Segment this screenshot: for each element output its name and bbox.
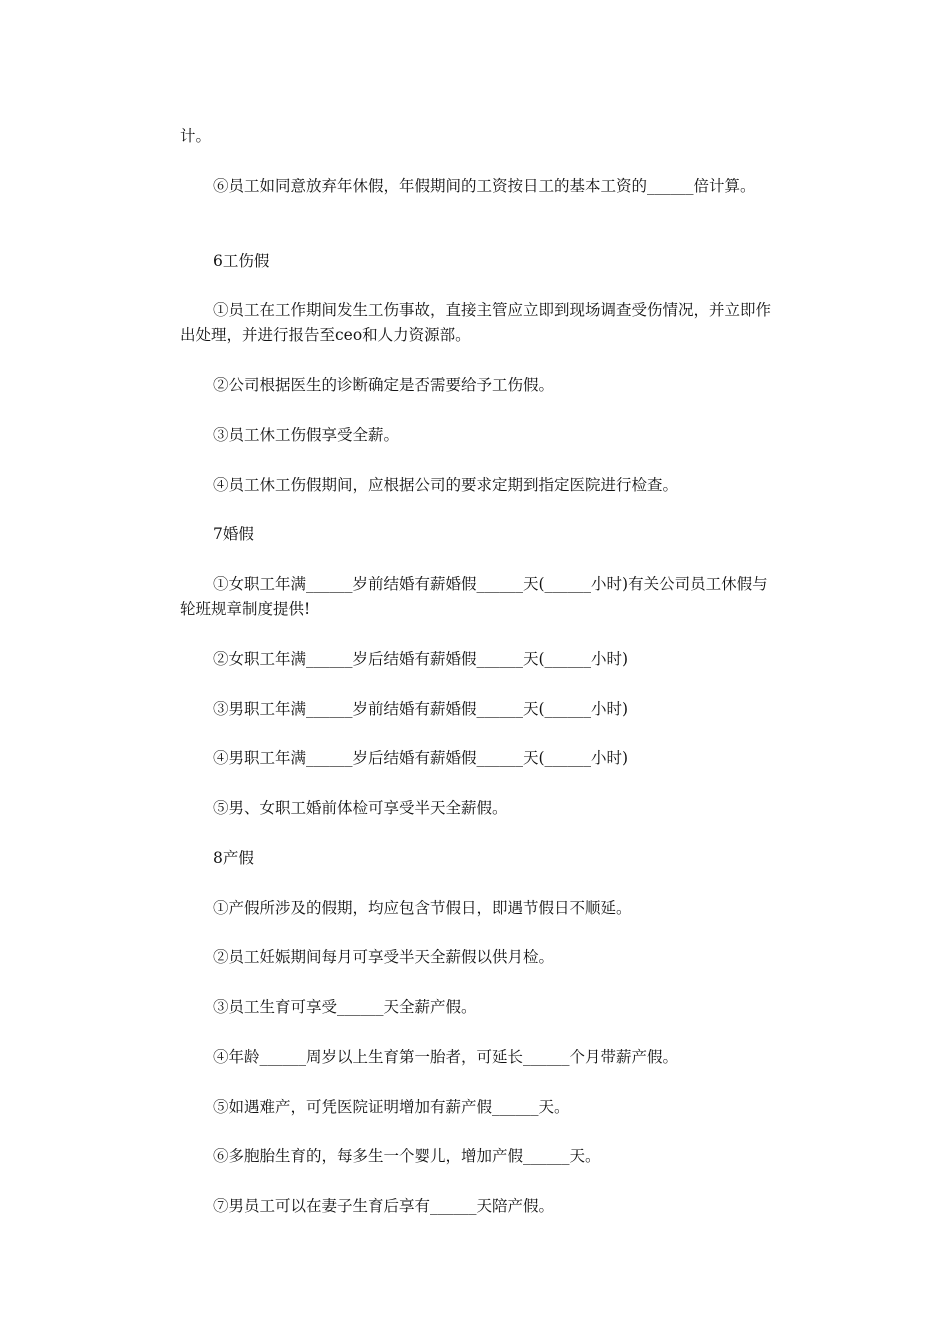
section-heading-work-injury-leave: 6工伤假 xyxy=(213,252,270,270)
section-heading-marriage-leave: 7婚假 xyxy=(213,525,254,543)
maternity-leave-item-7: ⑦男员工可以在妻子生育后享有______天陪产假。 xyxy=(213,1197,555,1215)
work-injury-item-1: ①员工在工作期间发生工伤事故，直接主管应立即到现场调查受伤情况，并立即作出处理，并进行报告至ceo和人力资源部。 xyxy=(180,301,772,344)
work-injury-item-4: ④员工休工伤假期间，应根据公司的要求定期到指定医院进行检查。 xyxy=(213,476,679,494)
maternity-leave-item-6: ⑥多胞胎生育的，每多生一个婴儿，增加产假______天。 xyxy=(213,1147,601,1165)
marriage-leave-item-1: ①女职工年满______岁前结婚有薪婚假______天(______小时)有关公司员工休假与轮班规章制度提供! xyxy=(180,575,768,618)
maternity-leave-item-1: ①产假所涉及的假期，均应包含节假日，即遇节假日不顺延。 xyxy=(213,899,632,917)
maternity-leave-item-3: ③员工生育可享受______天全薪产假。 xyxy=(213,998,477,1016)
maternity-leave-item-2: ②员工妊娠期间每月可享受半天全薪假以供月检。 xyxy=(213,948,555,966)
continuation-line: 计。 xyxy=(180,127,212,145)
marriage-leave-item-4: ④男职工年满______岁后结婚有薪婚假______天(______小时) xyxy=(213,749,629,767)
work-injury-item-2: ②公司根据医生的诊断确定是否需要给予工伤假。 xyxy=(213,376,555,394)
work-injury-item-3: ③员工休工伤假享受全薪。 xyxy=(213,426,400,444)
section-heading-maternity-leave: 8产假 xyxy=(213,849,254,867)
maternity-leave-item-4: ④年龄______周岁以上生育第一胎者，可延长______个月带薪产假。 xyxy=(213,1048,679,1066)
annual-leave-item-6: ⑥员工如同意放弃年休假，年假期间的工资按日工的基本工资的______倍计算。 xyxy=(213,177,756,195)
marriage-leave-item-2: ②女职工年满______岁后结婚有薪婚假______天(______小时) xyxy=(213,650,629,668)
maternity-leave-item-5: ⑤如遇难产，可凭医院证明增加有薪产假______天。 xyxy=(213,1098,570,1116)
marriage-leave-item-5: ⑤男、女职工婚前体检可享受半天全薪假。 xyxy=(213,799,508,817)
marriage-leave-item-3: ③男职工年满______岁前结婚有薪婚假______天(______小时) xyxy=(213,700,629,718)
